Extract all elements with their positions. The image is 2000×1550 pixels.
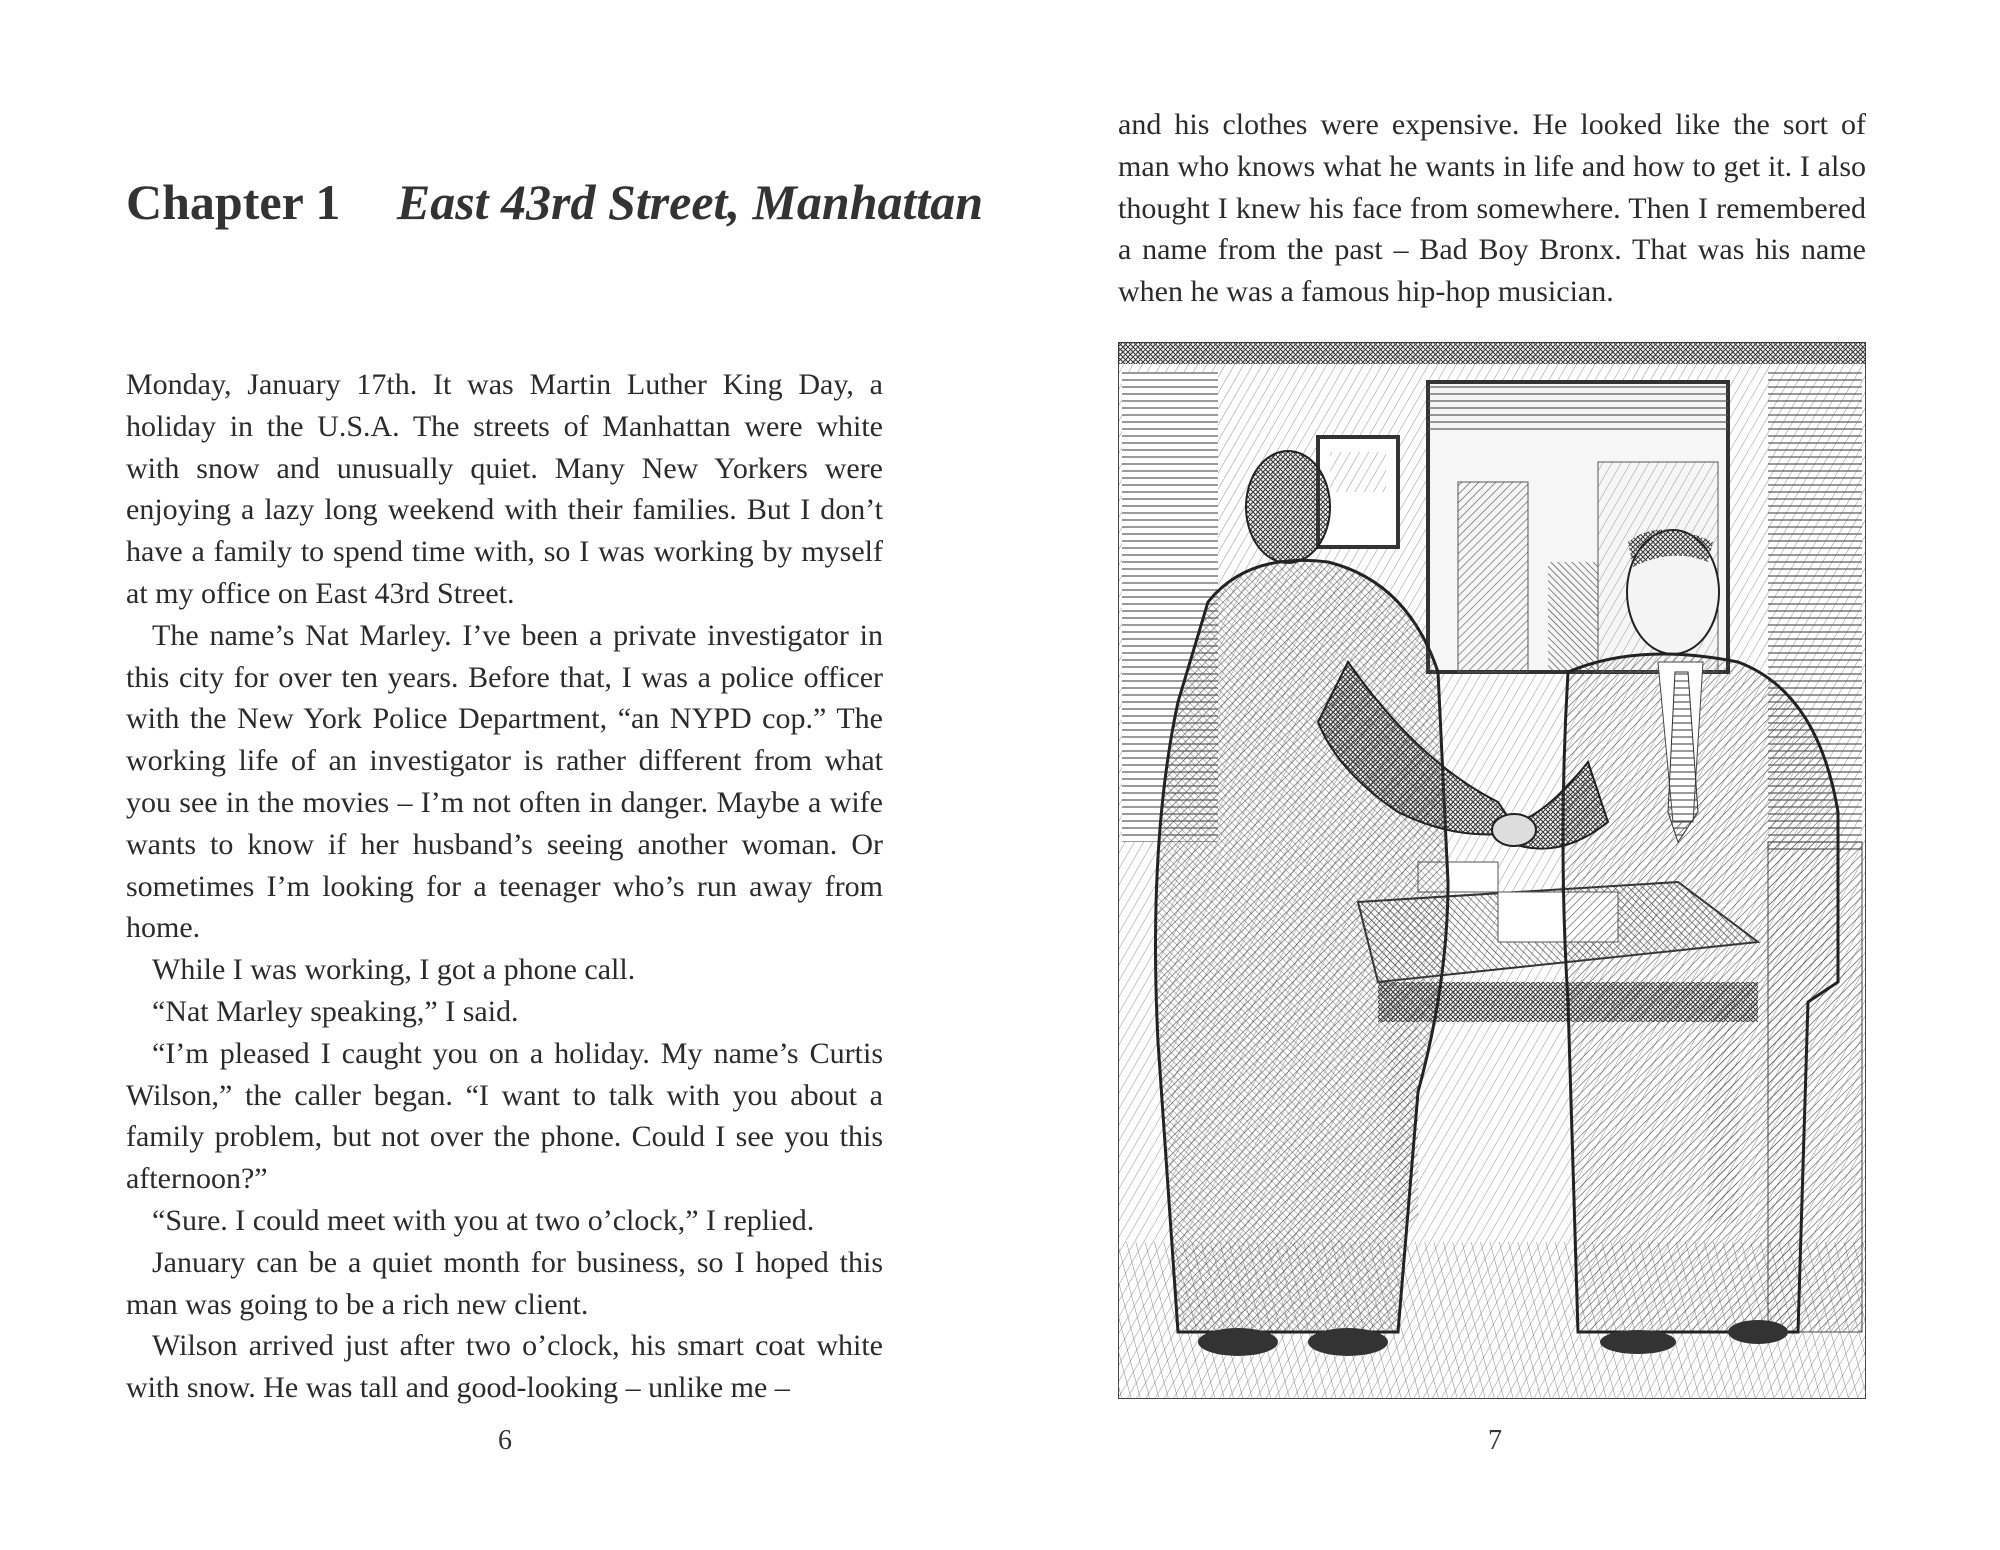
paragraph: While I was working, I got a phone call. [152,953,636,987]
paragraph: Wilson arrived just after two o’clock, his smart coat white with snow. He was tall and good-looking – unlike me – [126,1329,883,1405]
paragraph: “I’m pleased I caught you on a holiday. My name’s Curtis Wilson,” the caller began. “I want to talk with you about a family problem, but not over the phone. Could I see you this afternoon?” [126,1036,883,1196]
page-number: 7 [1488,1425,1502,1456]
chapter-number: Chapter 1 [126,173,341,230]
paragraph: Monday, January 17th. It was Martin Luther King Day, a holiday in the U.S.A. The streets of Manhattan were white with snow and unusually quiet. Many New Yorkers were enjoying a lazy long weekend with their families. But I don’t have a family to spend time with, so I was working by myself at my office on East 43rd Street. [126,368,883,610]
right-body-text [1118,104,1866,313]
paragraph: January can be a quiet month for business, so I hoped this man was going to be a rich new client. [126,1245,883,1321]
right-page [1000,0,2000,1550]
paragraph: “Nat Marley speaking,” I said. [152,994,519,1028]
paragraph: and his clothes were expensive. He looked like the sort of man who knows what he wants in life and how to get it. I also thought I knew his face from somewhere. Then I remembered a name from the past – Bad Boy Bronx. That was his name when he was a famous hip-hop musician. [1118,108,1866,309]
left-body-text [126,364,883,1409]
page-number: 6 [498,1425,512,1456]
paragraph: The name’s Nat Marley. I’ve been a private investigator in this city for over ten years. Before that, I was a police officer with the New York Police Department, “an NYPD cop.” The working life of an investigator is rather different from what you see in the movies – I’m not often in danger. Maybe a wife wants to know if her husband’s seeing another woman. Or sometimes I’m looking for a teenager who’s run away from home. [126,618,883,945]
chapter-title: East 43rd Street, Manhattan [396,173,984,230]
paragraph: “Sure. I could meet with you at two o’clock,” I replied. [152,1203,815,1237]
handshake-illustration [1118,342,1866,1399]
chapter-heading [126,172,984,232]
